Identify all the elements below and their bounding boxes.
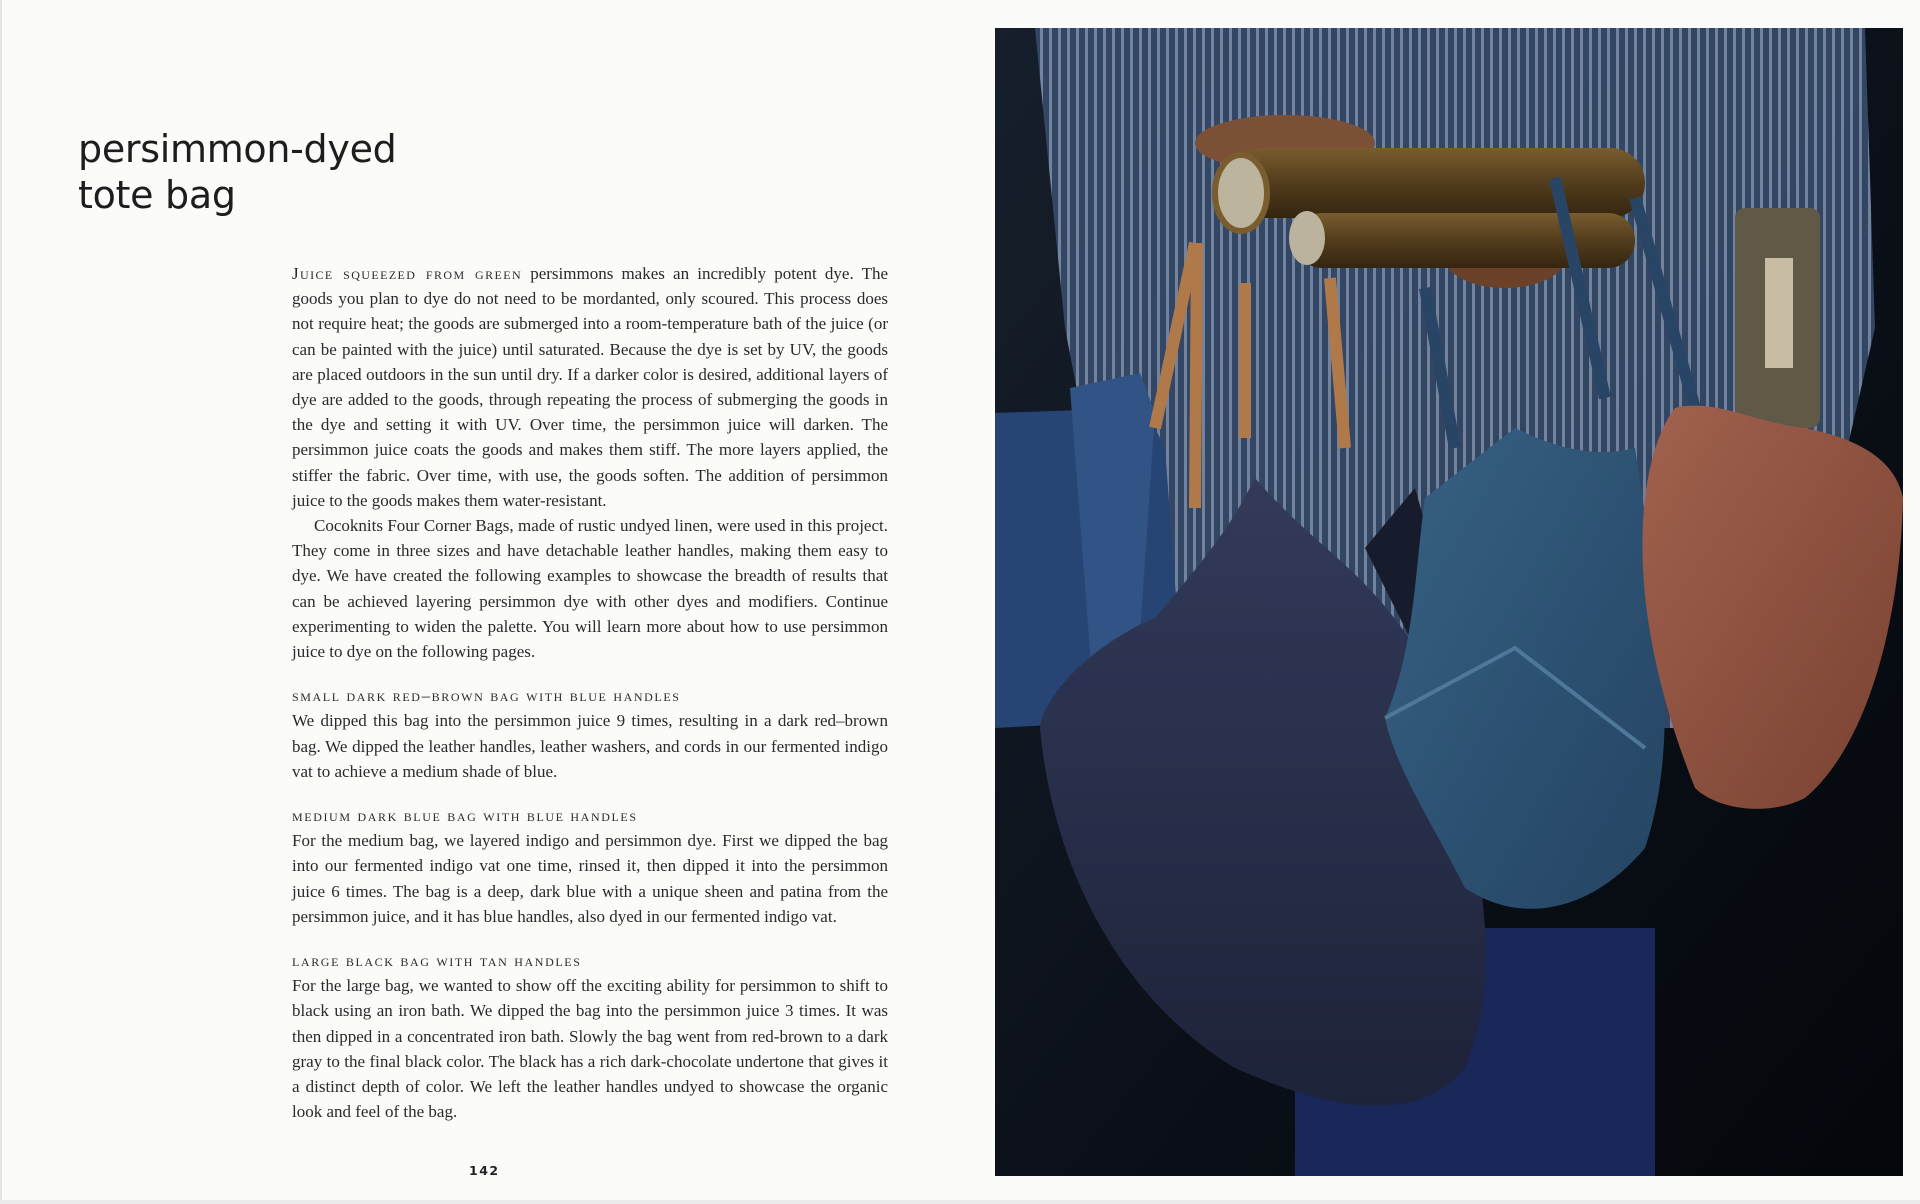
photo-illustration (995, 28, 1903, 1176)
section-text: For the large bag, we wanted to show off the exciting ability for persimmon to shift to black using an iron bath. We dipped the bag into the persimmon juice 3 times. It was then dipped in a concentrated iron bath. Slowly the bag went from red-brown to a dark gray to the final black color. The black has a rich dark-chocolate undertone that gives it a distinct depth of color. We left the leather handles undyed to showcase the organic look and feel of the bag. (292, 976, 888, 1122)
intro-paragraph-1 (292, 261, 888, 513)
page-number: 142 (469, 1163, 500, 1178)
section-text: We dipped this bag into the persimmon juice 9 times, resulting in a dark red–brown bag. We dipped the leather handles, leather washers, and cords in our fermented indigo vat to achieve a medium shade of blue. (292, 711, 888, 781)
intro-lead-in: Juice squeezed from green (292, 264, 523, 283)
section-heading: medium dark blue bag with blue handles (292, 806, 638, 826)
section-large-bag (292, 948, 888, 1124)
page-title-line-1: persimmon-dyed (78, 127, 397, 171)
page-title (78, 126, 396, 218)
tote-bags-photo (995, 28, 1903, 1176)
page-edge (0, 0, 2, 1204)
section-heading: large black bag with tan handles (292, 951, 582, 971)
section-medium-bag (292, 803, 888, 929)
page-bottom-edge (0, 1200, 1920, 1204)
page-title-line-2: tote bag (78, 173, 236, 217)
intro-paragraph-2: Cocoknits Four Corner Bags, made of rustic undyed linen, were used in this project. They come in three sizes and have detachable leather handles, making them easy to dye. We have created the following examples to showcase the breadth of results that can be achieved layering persimmon dye with other dyes and modifiers. Continue experimenting to widen the palette. You will learn more about how to use persimmon juice to dye on the following pages. (292, 516, 888, 662)
section-small-bag (292, 683, 888, 784)
section-heading: small dark red–brown bag with blue handles (292, 686, 681, 706)
intro-paragraph-1-text: persimmons makes an incredibly potent dye. The goods you plan to dye do not need to be mordanted, only scoured. This process does not require heat; the goods are submerged into a room-temperature bath of the juice (or can be painted with the juice) until saturated. Because the dye is set by UV, the goods are placed outdoors in the sun until dry. If a darker color is desired, additional layers of dye are added to the goods, through repeating the process of submerging the goods in the dye and setting it with UV. Over time, the persimmon juice will darken. The persimmon juice coats the goods and makes them stiff. The more layers applied, the stiffer the fabric. Over time, with use, the goods soften. The addition of persimmon juice to the goods makes them water-resistant. (292, 264, 888, 510)
section-text: For the medium bag, we layered indigo and persimmon dye. First we dipped the bag into our fermented indigo vat one time, rinsed it, then dipped it into the persimmon juice 6 times. The bag is a deep, dark blue with a unique sheen and patina from the persimmon juice, and it has blue handles, also dyed in our fermented indigo vat. (292, 831, 888, 926)
body-text-column (292, 261, 888, 1125)
